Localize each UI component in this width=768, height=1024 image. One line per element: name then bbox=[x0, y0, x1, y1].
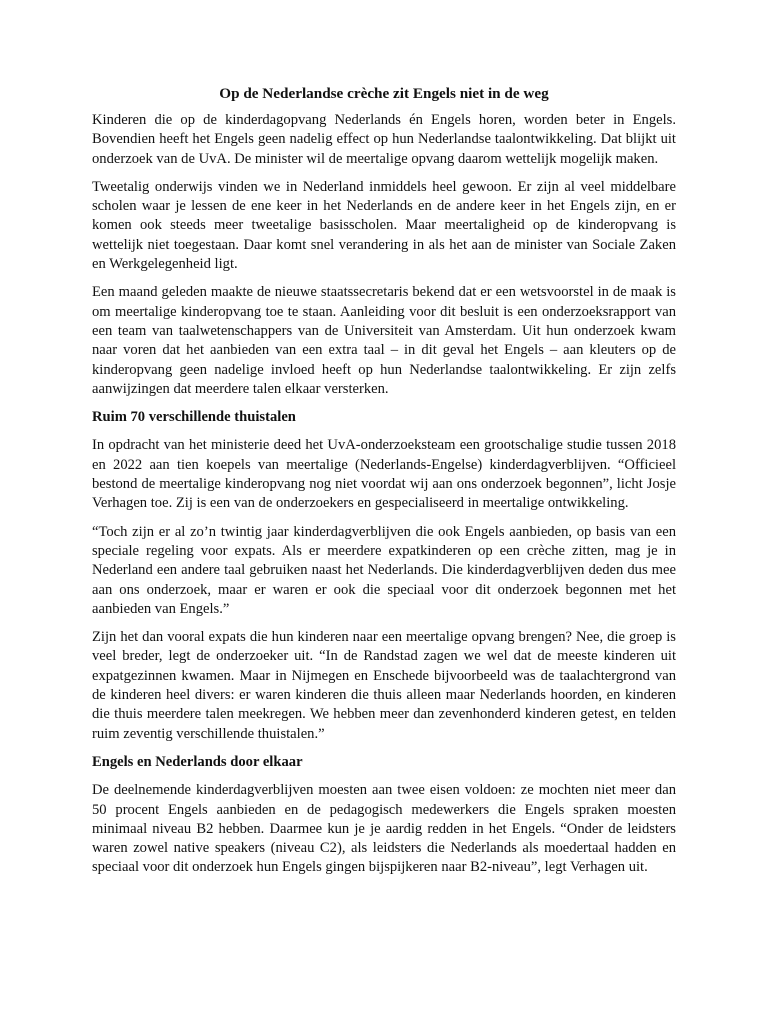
article-paragraph: De deelnemende kinderdagverblijven moesten aan twee eisen voldoen: ze mochten niet meer dan 50 procent Engels aanbieden en de pedagogisch medewerkers die Engels spraken moesten minimaal niveau B2 hebben. Daarmee kun je je aardig redden in het Engels. “Onder de leidsters waren zowel native speakers (niveau C2), als leidsters die Nederlands als moedertaal hadden en speciaal voor dit onderzoek hun Engels gingen bijspijkeren naar B2-niveau”, legt Verhagen uit. bbox=[92, 782, 676, 876]
article-intro: Kinderen die op de kinderdagopvang Nederlands én Engels horen, worden beter in Engels. Bovendien heeft het Engels geen nadelig effect op hun Nederlandse taalontwikkeling. Dat blijkt uit onderzoek van de UvA. De minister wil de meertalige opvang daarom wettelijk mogelijk maken. bbox=[92, 112, 676, 167]
article-paragraph: “Toch zijn er al zo’n twintig jaar kinderdagverblijven die ook Engels aanbieden, op basis van een speciale regeling voor expats. Als er meerdere expatkinderen op een crèche zitten, mag je in Nederland een andere taal gebruiken naast het Nederlands. Die kinderdagverblijven deden dus mee aan ons onderzoek, maar er waren er ook die speciaal voor dit onderzoek begonnen met het aanbieden van Engels.” bbox=[92, 523, 676, 617]
section-heading: Ruim 70 verschillende thuistalen bbox=[92, 409, 296, 426]
article-paragraph: Tweetalig onderwijs vinden we in Nederland inmiddels heel gewoon. Er zijn al veel middelbare scholen waar je lessen de ene keer in het Nederlands en de andere keer in het Engels zijn, en er komen ook steeds meer tweetalige basisscholen. Maar meertaligheid op de kinderopvang is wettelijk niet toegestaan. Daar komt snel verandering in als het aan de minister van Sociale Zaken en Werkgelegenheid ligt. bbox=[92, 178, 676, 273]
document-page bbox=[92, 84, 676, 887]
article-title: Op de Nederlandse crèche zit Engels niet in de weg bbox=[219, 85, 549, 102]
article-paragraph: In opdracht van het ministerie deed het UvA-onderzoeksteam een grootschalige studie tussen 2018 en 2022 aan tien koepels van meertalige (Nederlands-Engelse) kinderdagverblijven. “Officieel bestond de meertalige kinderopvang nog niet voordat wij aan ons onderzoek begonnen”, licht Josje Verhagen toe. Zij is een van de onderzoekers en gespecialiseerd in meertalige ontwikkeling. bbox=[92, 437, 676, 512]
section-heading: Engels en Nederlands door elkaar bbox=[92, 753, 303, 770]
article-paragraph: Zijn het dan vooral expats die hun kinderen naar een meertalige opvang brengen? Nee, die groep is veel breder, legt de onderzoeker uit. “In de Randstad zagen we wel dat de meeste kinderen uit expatgezinnen kwamen. Maar in Nijmegen en Enschede bijvoorbeeld was de taalachtergrond van de kinderen heel divers: er waren kinderen die thuis alleen maar Nederlands hoorden, en kinderen die thuis meerdere talen meekregen. We hebben meer dan zevenhonderd kinderen getest, en telden ruim zeventig verschillende thuistalen.” bbox=[92, 629, 676, 742]
article-paragraph: Een maand geleden maakte de nieuwe staatssecretaris bekend dat er een wetsvoorstel in de maak is om meertalige kinderopvang toe te staan. Aanleiding voor dit besluit is een onderzoeksrapport van een team van taalwetenschappers van de Universiteit van Amsterdam. Uit hun onderzoek kwam naar voren dat het aanbieden van een extra taal – in dit geval het Engels – aan kleuters op de kinderopvang geen nadelige invloed heeft op hun Nederlandse taalontwikkeling. Er zijn zelfs aanwijzingen dat meerdere talen elkaar versterken. bbox=[92, 284, 676, 397]
